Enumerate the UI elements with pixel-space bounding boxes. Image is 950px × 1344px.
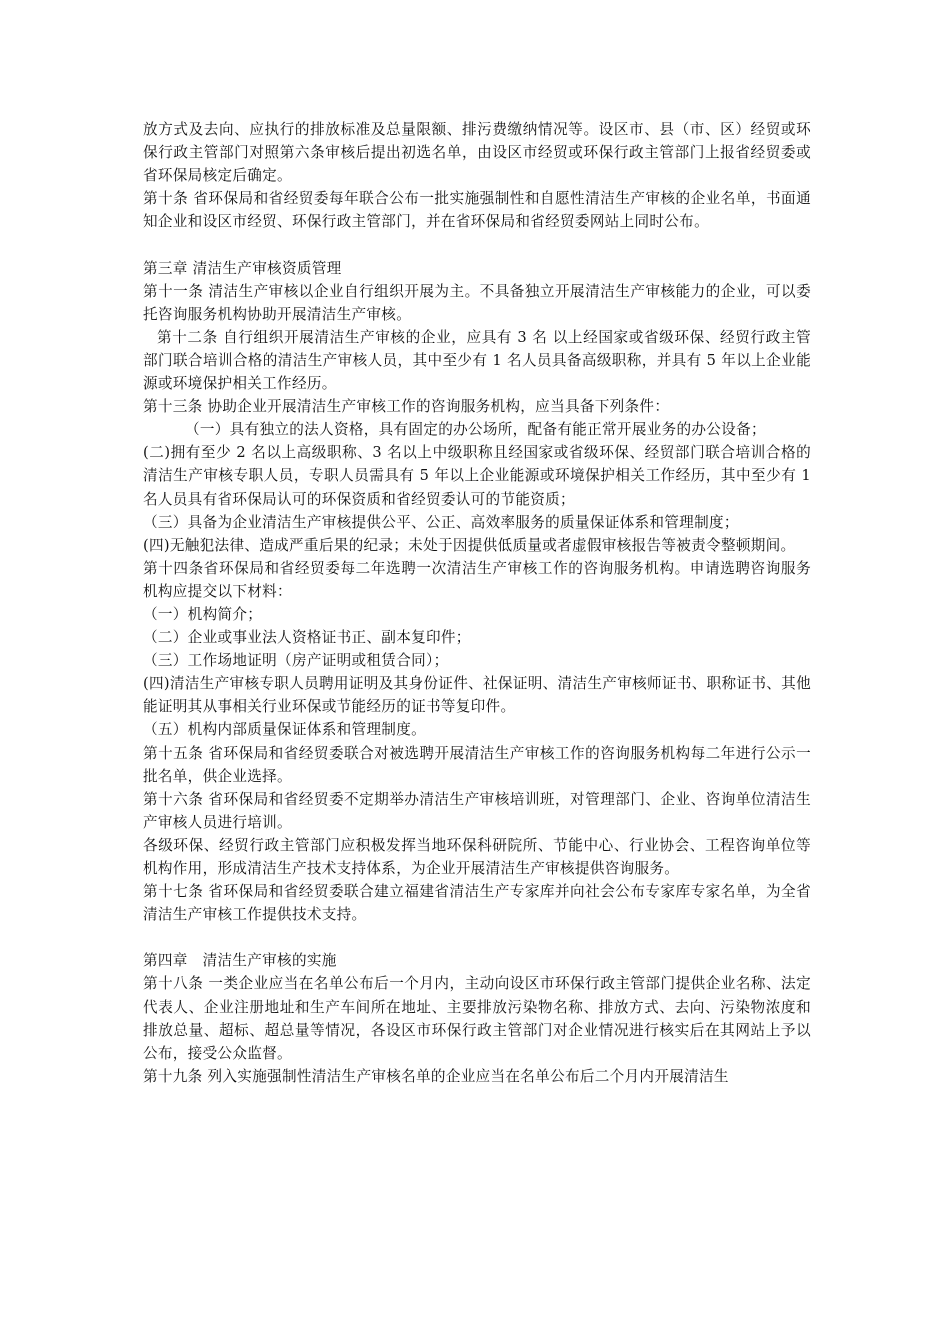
- article-15: 第十五条 省环保局和省经贸委联合对被选聘开展清洁生产审核工作的咨询服务机构每二年进行公示一批名单，供企业选择。: [143, 744, 811, 785]
- article-13-item-4: (四)无触犯法律、造成严重后果的纪录；未处于因提供低质量或者虚假审核报告等被责令整顿期间。: [143, 536, 796, 554]
- article-16: 第十六条 省环保局和省经贸委不定期举办清洁生产审核培训班，对管理部门、企业、咨询单位清洁生产审核人员进行培训。: [143, 790, 811, 831]
- blank-line: [143, 926, 811, 949]
- article-14-item-3: （三）工作场地证明（房产证明或租赁合同）；: [143, 652, 449, 670]
- article-19: 第十九条 列入实施强制性清洁生产审核名单的企业应当在名单公布后二个月内开展清洁生: [143, 1067, 729, 1085]
- article-12: 第十二条 自行组织开展清洁生产审核的企业，应具有 3 名 以上经国家或省级环保、经贸行政主管部门联合培训合格的清洁生产审核人员，其中至少有 1 名人员具备高级职称，并具有 5 年以上企业能源或环境保护相关工作经历。: [143, 328, 811, 393]
- article-14-item-1: （一）机构简介；: [143, 605, 263, 623]
- chapter-3-heading: 第三章 清洁生产审核资质管理: [143, 259, 342, 277]
- article-17: 第十七条 省环保局和省经贸委联合建立福建省清洁生产专家库并向社会公布专家库专家名单，为全省清洁生产审核工作提供技术支持。: [143, 883, 811, 924]
- article-13-item-2: (二)拥有至少 2 名以上高级职称、3 名以上中级职称且经国家或省级环保、经贸部门联合培训合格的清洁生产审核专职人员，专职人员需具有 5 年以上企业能源或环境保护相关工作经历，其中至少有 1 名人员具有省环保局认可的环保资质和省经贸委认可的节能资质；: [143, 444, 811, 508]
- chapter-4-heading: 第四章 清洁生产审核的实施: [143, 952, 337, 970]
- article-16-continued: 各级环保、经贸行政主管部门应积极发挥当地环保科研院所、节能中心、行业协会、工程咨询单位等机构作用，形成清洁生产技术支持体系，为企业开展清洁生产审核提供咨询服务。: [143, 836, 811, 877]
- article-18: 第十八条 一类企业应当在名单公布后一个月内，主动向设区市环保行政主管部门提供企业名称、法定代表人、企业注册地址和生产车间所在地址、主要排放污染物名称、排放方式、去向、污染物浓度和排放总量、超标、超总量等情况，各设区市环保行政主管部门对企业情况进行核实后在其网站上予以公布，接受公众监督。: [143, 975, 811, 1062]
- article-10: 第十条 省环保局和省经贸委每年联合公布一批实施强制性和自愿性清洁生产审核的企业名单，书面通知企业和设区市经贸、环保行政主管部门，并在省环保局和省经贸委网站上同时公布。: [143, 190, 811, 231]
- article-14: 第十四条省环保局和省经贸委每二年选聘一次清洁生产审核工作的咨询服务机构。申请选聘咨询服务机构应提交以下材料：: [143, 559, 811, 600]
- article-13: 第十三条 协助企业开展清洁生产审核工作的咨询服务机构，应当具备下列条件：: [143, 398, 670, 416]
- article-13-item-3: （三）具备为企业清洁生产审核提供公平、公正、高效率服务的质量保证体系和管理制度；: [143, 513, 739, 531]
- article-14-item-5: （五）机构内部质量保证体系和管理制度。: [143, 721, 426, 739]
- blank-line: [143, 233, 811, 256]
- document-body: [143, 118, 811, 1088]
- article-13-item-1: （一）具有独立的法人资格，具有固定的办公场所，配备有能正常开展业务的办公设备；: [185, 421, 766, 439]
- article-14-item-2: （二）企业或事业法人资格证书正、副本复印件；: [143, 629, 471, 647]
- article-11: 第十一条 清洁生产审核以企业自行组织开展为主。不具备独立开展清洁生产审核能力的企业，可以委托咨询服务机构协助开展清洁生产审核。: [143, 282, 811, 323]
- article-14-item-4: (四)清洁生产审核专职人员聘用证明及其身份证件、社保证明、清洁生产审核师证书、职称证书、其他能证明其从事相关行业环保或节能经历的证书等复印件。: [143, 675, 811, 716]
- paragraph: 放方式及去向、应执行的排放标准及总量限额、排污费缴纳情况等。设区市、县（市、区）经贸或环保行政主管部门对照第六条审核后提出初选名单，由设区市经贸或环保行政主管部门上报省经贸委或省环保局核定后确定。: [143, 121, 811, 185]
